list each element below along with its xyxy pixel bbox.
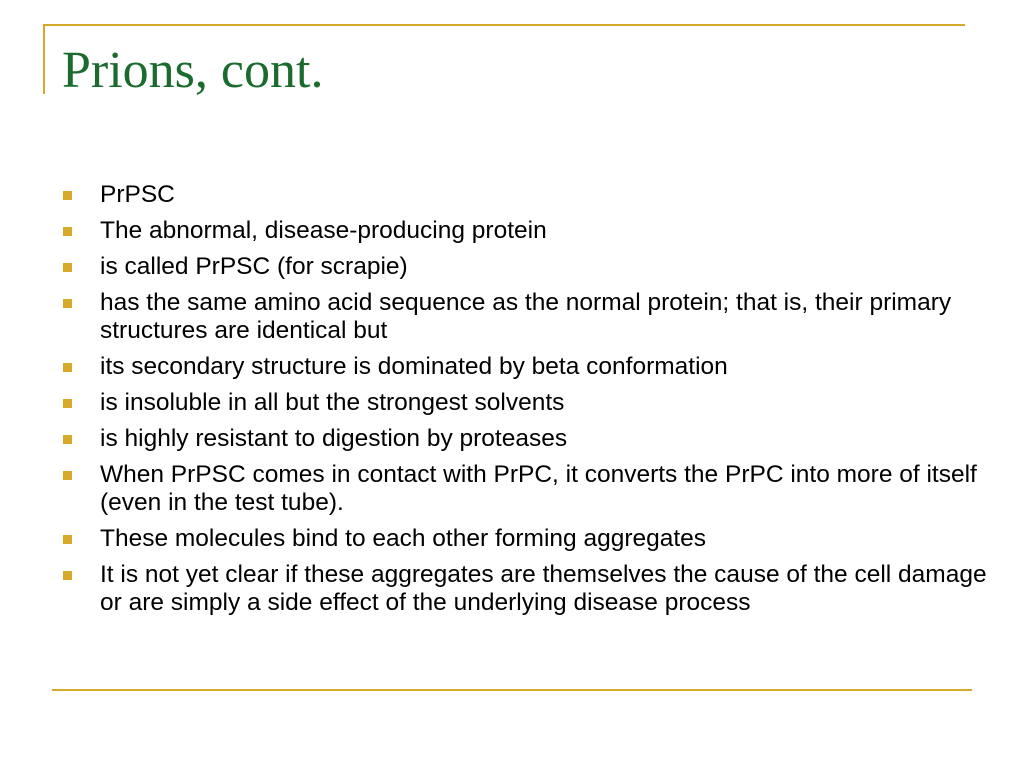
bullet-item <box>62 389 992 417</box>
square-bullet-icon <box>63 571 72 580</box>
square-bullet-icon <box>63 471 72 480</box>
bullet-item <box>62 353 992 381</box>
bullet-text: When PrPSC comes in contact with PrPC, it converts the PrPC into more of itself (even in the test tube). <box>100 461 977 516</box>
square-bullet-icon <box>63 435 72 444</box>
bullet-list <box>62 181 992 625</box>
bullet-item <box>62 461 992 517</box>
bottom-accent-line <box>52 689 972 691</box>
bullet-text: The abnormal, disease-producing protein <box>100 217 547 244</box>
bullet-item <box>62 425 992 453</box>
bullet-item <box>62 561 992 617</box>
bullet-item <box>62 289 992 345</box>
top-accent-line <box>43 24 965 26</box>
bullet-text: has the same amino acid sequence as the normal protein; that is, their primary structures are identical but <box>100 289 952 344</box>
bullet-text: is insoluble in all but the strongest solvents <box>100 389 565 416</box>
bullet-text: It is not yet clear if these aggregates are themselves the cause of the cell damage or are simply a side effect of the underlying disease process <box>100 561 987 616</box>
square-bullet-icon <box>63 263 72 272</box>
square-bullet-icon <box>63 299 72 308</box>
bullet-item <box>62 525 992 553</box>
bullet-text: its secondary structure is dominated by beta conformation <box>100 353 728 380</box>
square-bullet-icon <box>63 535 72 544</box>
square-bullet-icon <box>63 399 72 408</box>
bullet-text: These molecules bind to each other forming aggregates <box>100 525 707 552</box>
slide-title: Prions, cont. <box>62 42 324 99</box>
bullet-item <box>62 181 992 209</box>
bullet-text: PrPSC <box>100 181 175 208</box>
left-accent-line <box>43 24 45 94</box>
bullet-item <box>62 217 992 245</box>
bullet-item <box>62 253 992 281</box>
square-bullet-icon <box>63 227 72 236</box>
square-bullet-icon <box>63 363 72 372</box>
square-bullet-icon <box>63 191 72 200</box>
bullet-text: is highly resistant to digestion by proteases <box>100 425 568 452</box>
bullet-text: is called PrPSC (for scrapie) <box>100 253 408 280</box>
